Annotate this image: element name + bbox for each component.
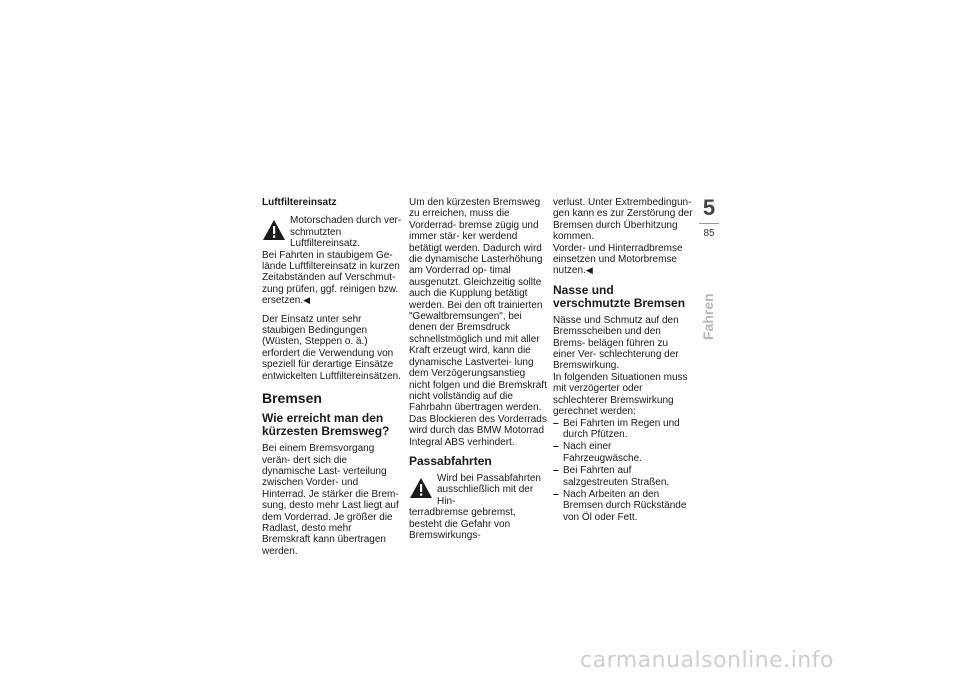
list-item: – Bei Fahrten im Regen und durch Pfützen. — [553, 418, 693, 441]
chapter-label: Fahren — [700, 293, 716, 340]
warning-2-text: Wird bei Passabfahrten ausschließlich mit der Hin- — [437, 472, 541, 507]
warning-1-text: Motorschaden durch ver- schmutzten Luftfiltereinsatz. — [290, 215, 402, 250]
list-item: – Nach einer Fahrzeugwäsche. — [553, 441, 693, 464]
chapter-tab — [697, 196, 721, 239]
warning-1-continuation: Bei Fahrten in staubigem Ge- lände Luftfiltereinsatz in kurzen Zeitabständen auf Verschmut- zung prüfen, ggf. reinigen bzw. ersetzen.◀ — [262, 249, 400, 307]
warning-block-1 — [262, 215, 402, 249]
page-number: 85 — [703, 228, 715, 239]
chapter-number: 5 — [702, 195, 716, 220]
heading-bremsen: Bremsen — [262, 390, 322, 407]
heading-shortest-brake: Wie erreicht man den kürzesten Bremsweg? — [262, 411, 390, 439]
warning-block-2 — [409, 473, 549, 507]
situations-list — [553, 418, 693, 524]
paragraph-abs: Das Blockieren des Vorderrads wird durch das BMW Motorrad Integral ABS verhindert. — [409, 413, 547, 448]
column-1 — [262, 197, 402, 564]
paragraph-use-both-brakes: Vorder- und Hinterradbremse einsetzen und Motorbremse nutzen.◀ — [553, 242, 683, 277]
paragraph-brake-loss: verlust. Unter Extrembedingun- gen kann es zur Zerstörung der Bremsen durch Überhitzung kommen. — [553, 197, 693, 243]
list-item: – Nach Arbeiten an den Bremsen durch Rückstände von Öl oder Fett. — [553, 489, 693, 523]
heading-wet-brakes: Nasse und verschmutzte Bremsen — [553, 282, 686, 310]
list-item: – Bei Fahrten auf salzgestreuten Straßen. — [553, 465, 693, 488]
warning-2-continuation: terradbremse gebremst, besteht die Gefahr von Bremswirkungs- — [409, 507, 516, 541]
paragraph-wet-dirt: Nässe und Schmutz auf den Bremsscheiben und den Brems- belägen führen zu einer Ver- schlechterung der Bremswirkung. — [553, 314, 679, 372]
column-3 — [553, 197, 693, 524]
heading-luftfilter: Luftfiltereinsatz — [262, 197, 337, 208]
warning-icon — [262, 219, 286, 241]
end-mark-icon: ◀ — [585, 265, 593, 276]
heading-passabfahrten: Passabfahrten — [409, 453, 492, 468]
warning-icon — [409, 477, 433, 499]
end-mark-icon: ◀ — [303, 295, 311, 306]
paragraph-dusty: Der Einsatz unter sehr staubigen Bedingungen (Wüsten, Steppen o. ä.) erfordert die Verwendung von speziell für derartige Einsätze entwickelten Luftfiltereinsätzen. — [262, 313, 401, 382]
paragraph-load-distribution: Bei einem Bremsvorgang verän- dert sich die dynamische Last- verteilung zwischen Vorder- und Hinterrad. Je stärker die Brem- sung, desto mehr Last liegt auf dem Vorderrad. Je größer die Radlast, desto mehr Bremskraft kann übertragen werden. — [262, 443, 399, 557]
chapter-divider — [699, 223, 719, 224]
paragraph-situations: In folgenden Situationen muss mit verzögerter oder schlechterer Bremswirkung gerechnet werden: — [553, 371, 688, 418]
paragraph-front-brake: Um den kürzesten Bremsweg zu erreichen, muss die Vorderrad- bremse zügig und immer stär- ker werdend betätigt werden. Dadurch wird die dynamische Lasterhöhung am Vorderrad op- timal ausgenutzt. Gleichzeitig sollte auch die Kupplung betätigt werden. Bei den oft trainierten "Gewaltbremsungen", bei denen der Bremsdruck schnellstmöglich und mit aller Kraft erzeugt wird, kann die dynamische Lastvertei- lung dem Verzögerungsanstieg nicht folgen und die Bremskraft nicht vollständig auf die Fahrbahn übertragen werden. — [409, 197, 547, 414]
watermark: carmanualsonline.info — [580, 648, 834, 673]
column-2 — [409, 197, 549, 548]
